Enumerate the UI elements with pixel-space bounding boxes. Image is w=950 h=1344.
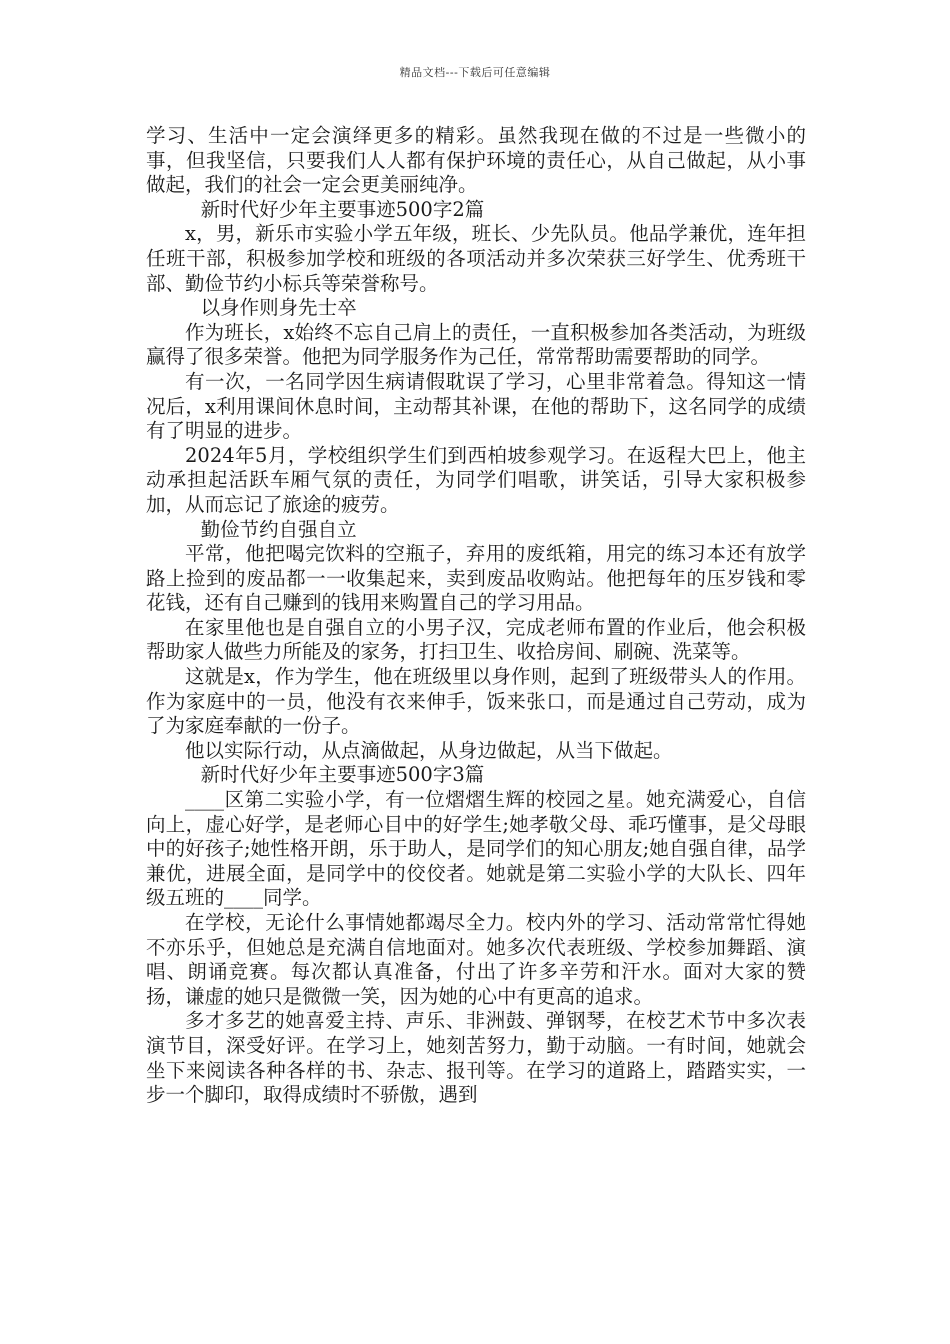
paragraph: 2024年5月，学校组织学生们到西柏坡参观学习。在返程大巴上，他主动承担起活跃车厢气氛的责任，为同学们唱歌，讲笑话，引导大家积极参加，从而忘记了旅途的疲劳。 (146, 443, 806, 516)
paragraph: x，男，新乐市实验小学五年级，班长、少先队员。他品学兼优，连年担任班干部，积极参加学校和班级的各项活动并多次荣获三好学生、优秀班干部、勤俭节约小标兵等荣誉称号。 (146, 222, 806, 295)
paragraph: 他以实际行动，从点滴做起，从身边做起，从当下做起。 (185, 738, 673, 762)
section-heading: 新时代好少年主要事迹500字3篇 (200, 763, 485, 787)
section-heading: 以身作则身先士卒 (200, 296, 357, 320)
section-heading: 勤俭节约自强自立 (200, 517, 357, 541)
document-body (146, 124, 806, 1108)
paragraph: 在学校，无论什么事情她都竭尽全力。校内外的学习、活动常常忙得她不亦乐乎，但她总是充满自信地面对。她多次代表班级、学校参加舞蹈、演唱、朗诵竞赛。每次都认真准备，付出了许多辛劳和汗水。面对大家的赞扬，谦虚的她只是微微一笑，因为她的心中有更高的追求。 (146, 911, 806, 1008)
page-header: 精品文档---下载后可任意编辑 (399, 66, 551, 79)
paragraph: 有一次，一名同学因生病请假耽误了学习，心里非常着急。得知这一情况后，x利用课间休息时间，主动帮其补课，在他的帮助下，这名同学的成绩有了明显的进步。 (146, 369, 806, 443)
paragraph: 这就是x，作为学生，他在班级里以身作则，起到了班级带头人的作用。作为家庭中的一员，他没有衣来伸手，饭来张口，而是通过自己劳动，成为了为家庭奉献的一份子。 (146, 665, 806, 738)
section-heading: 新时代好少年主要事迹500字2篇 (200, 197, 485, 221)
paragraph: ____区第二实验小学，有一位熠熠生辉的校园之星。她充满爱心，自信向上，虚心好学，是老师心目中的好学生;她孝敬父母、乖巧懂事，是父母眼中的好孩子;她性格开朗，乐于助人，是同学们的知心朋友;她自强自律，品学兼优，进展全面，是同学中的佼佼者。她就是第二实验小学的大队长、四年级五班的____同学。 (146, 788, 806, 910)
paragraph: 学习、生活中一定会演绎更多的精彩。虽然我现在做的不过是一些微小的事，但我坚信，只要我们人人都有保护环境的责任心，从自己做起，从小事做起，我们的社会一定会更美丽纯净。 (146, 124, 806, 197)
paragraph: 多才多艺的她喜爱主持、声乐、非洲鼓、弹钢琴，在校艺术节中多次表演节目，深受好评。在学习上，她刻苦努力，勤于动脑。一有时间，她就会坐下来阅读各种各样的书、杂志、报刊等。在学习的道路上，踏踏实实，一步一个脚印，取得成绩时不骄傲，遇到 (146, 1009, 806, 1107)
paragraph: 作为班长，x始终不忘自己肩上的责任，一直积极参加各类活动，为班级赢得了很多荣誉。他把为同学服务作为己任，常常帮助需要帮助的同学。 (146, 320, 806, 369)
paragraph: 在家里他也是自强自立的小男子汉，完成老师布置的作业后，他会积极帮助家人做些力所能及的家务，打扫卫生、收拾房间、刷碗、洗菜等。 (146, 615, 806, 664)
paragraph: 平常，他把喝完饮料的空瓶子，弃用的废纸箱，用完的练习本还有放学路上捡到的废品都一一收集起来，卖到废品收购站。他把每年的压岁钱和零花钱，还有自己赚到的钱用来购置自己的学习用品。 (146, 542, 806, 615)
